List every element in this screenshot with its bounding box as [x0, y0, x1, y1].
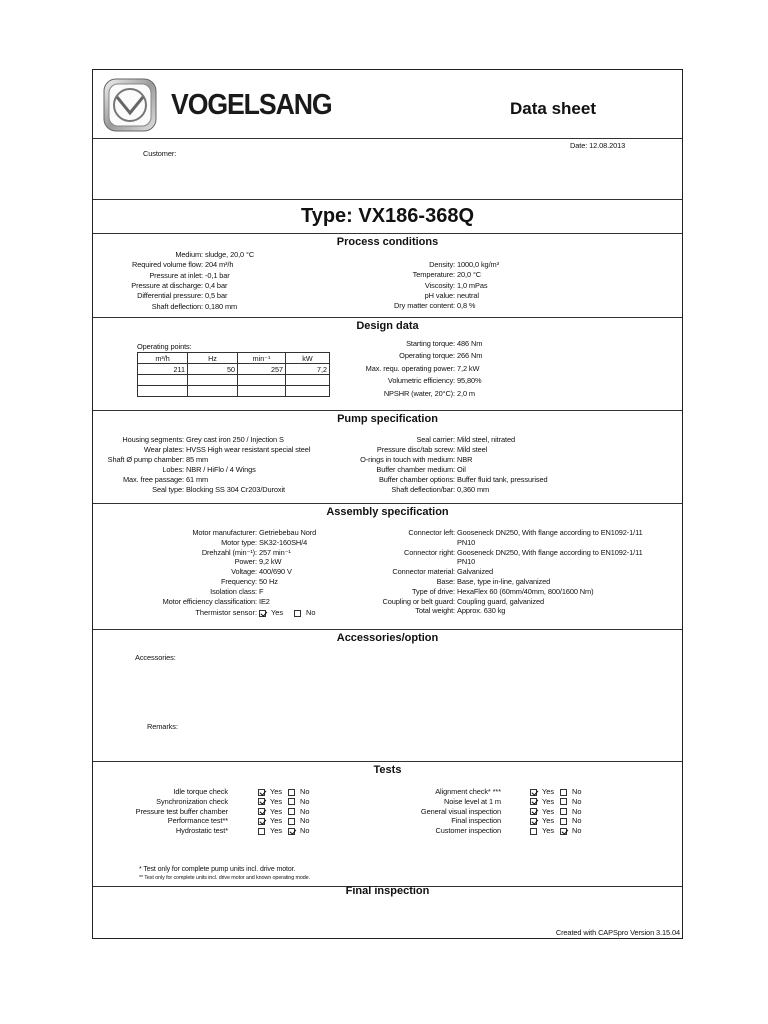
yes-checkbox[interactable]	[258, 789, 265, 796]
created-with-label: Created with CAPSpro Version 3.15.04	[555, 928, 680, 937]
field-value: 400/690 V	[259, 567, 292, 577]
test-label: Customer inspection	[435, 826, 501, 836]
tests-title: Tests	[373, 764, 402, 776]
field-label: Housing segments:	[122, 435, 184, 444]
test-note-1: * Test only for complete pump units incl. drive motor.	[139, 866, 296, 873]
process-title: Process conditions	[336, 236, 439, 248]
field-value: 266 Nm	[457, 351, 483, 361]
field-label: Coupling or belt guard:	[382, 596, 455, 606]
accessories-section	[93, 630, 682, 762]
field-value: Mild steel, nitrated	[457, 435, 515, 444]
yes-label: Yes	[542, 816, 555, 826]
field-label: O-rings in touch with medium:	[360, 455, 455, 464]
test-options	[530, 816, 581, 826]
test-label: Synchronization check	[156, 796, 228, 806]
field-label: Max. free passage:	[122, 475, 184, 484]
yes-label: Yes	[542, 787, 555, 796]
field-value: Blocking SS 304 Cr203/Duroxit	[186, 485, 285, 494]
field-label: Pressure disc/tab screw:	[376, 445, 455, 454]
field-value: 0,8 %	[457, 301, 476, 311]
field-label: Seal carrier:	[416, 435, 455, 444]
field-value: 9,2 kW	[259, 557, 282, 567]
yes-label: Yes	[270, 826, 283, 836]
no-label: No	[300, 826, 310, 836]
yes-label: Yes	[270, 787, 283, 796]
table-header: min⁻¹	[238, 353, 286, 364]
type-heading: Type: VX186-368Q	[300, 205, 475, 227]
test-label: General visual inspection	[420, 806, 501, 816]
field-label: Starting torque:	[406, 339, 455, 348]
field-label: Medium:	[175, 250, 203, 259]
field-label: pH value:	[424, 290, 455, 300]
field-label: Voltage:	[231, 567, 257, 577]
field-value: sludge, 20,0 °C	[205, 250, 255, 259]
customer-section	[93, 139, 682, 200]
no-label: No	[572, 796, 582, 806]
field-value: Coupling guard, galvanized	[457, 596, 544, 606]
field-label: Wear plates:	[143, 445, 184, 454]
test-options	[530, 807, 581, 817]
test-label: Noise level at 1 m	[444, 796, 501, 806]
test-label: Idle torque check	[173, 787, 228, 796]
field-label: Viscosity:	[424, 280, 455, 290]
field-value-continued: PN10	[457, 557, 476, 567]
no-checkbox[interactable]	[560, 808, 567, 815]
no-label: No	[300, 816, 310, 826]
field-label: Temperature:	[412, 270, 455, 280]
field-label: Base:	[436, 577, 455, 586]
test-options	[530, 797, 581, 807]
assembly-title: Assembly specification	[326, 506, 449, 518]
field-value: Approx. 630 kg	[457, 606, 506, 616]
table-cell[interactable]: 7,2	[286, 364, 330, 375]
customer-label: Customer:	[143, 149, 177, 158]
field-value: 95,80%	[457, 376, 482, 386]
field-value: 1,0 mPas	[457, 280, 488, 290]
test-options	[530, 787, 581, 797]
data-sheet	[92, 69, 683, 939]
field-label: Volumetric efficiency:	[387, 376, 455, 386]
field-label: Power:	[234, 557, 257, 567]
yes-label: Yes	[271, 608, 284, 617]
field-label: Shaft deflection:	[151, 301, 203, 311]
field-value: Oil	[457, 465, 466, 474]
pump-title: Pump specification	[337, 413, 438, 425]
no-label: No	[300, 787, 310, 796]
field-value: Gooseneck DN250, With flange according to EN1092-1/11	[457, 547, 643, 557]
no-label: No	[306, 608, 316, 617]
field-value: 0,4 bar	[205, 280, 228, 290]
field-value: Grey cast iron 250 / Injection S	[186, 435, 284, 444]
field-label: Operating torque:	[399, 351, 455, 361]
field-label: Density:	[429, 260, 455, 269]
field-value: Getriebebau Nord	[259, 528, 317, 537]
no-checkbox[interactable]	[288, 828, 295, 835]
date-label: Date: 12.08.2013	[570, 141, 626, 150]
field-value: 486 Nm	[457, 339, 483, 348]
field-value: 61 mm	[186, 475, 209, 484]
field-label: Drehzahl (min⁻¹):	[201, 547, 257, 557]
no-checkbox[interactable]	[288, 818, 295, 825]
page-title: Data sheet	[510, 99, 596, 118]
yes-checkbox[interactable]	[530, 798, 537, 805]
brand-name: VOGELSANG	[171, 89, 332, 121]
field-value: 50 Hz	[259, 577, 278, 586]
yes-checkbox[interactable]	[258, 828, 265, 835]
test-label: Performance test**	[167, 816, 228, 826]
field-label: Type of drive:	[412, 586, 455, 596]
field-value: -0,1 bar	[205, 270, 230, 280]
field-value: IE2	[259, 596, 270, 606]
field-label: Total weight:	[415, 606, 455, 616]
table-cell[interactable]: 257	[238, 364, 286, 375]
assembly-section	[93, 504, 682, 630]
table-cell[interactable]	[138, 375, 188, 386]
test-label: Final inspection	[451, 816, 501, 826]
field-value: Gooseneck DN250, With flange according to EN1092-1/11	[457, 528, 643, 537]
yes-checkbox[interactable]	[258, 818, 265, 825]
field-value: HVSS High wear resistant special steel	[186, 445, 311, 454]
field-label: Lobes:	[162, 465, 184, 474]
field-label: Pressure at inlet:	[149, 270, 203, 280]
field-value: 0,5 bar	[205, 291, 228, 301]
process-section	[93, 234, 682, 318]
field-value: NBR / HiFlo / 4 Wings	[186, 465, 256, 474]
test-label: Hydrostatic test*	[175, 826, 228, 836]
no-label: No	[572, 787, 582, 796]
final-title: Final inspection	[345, 885, 430, 897]
design-title: Design data	[356, 320, 419, 332]
table-cell[interactable]	[138, 386, 188, 397]
tests-section	[93, 762, 682, 887]
field-label: Required volume flow:	[131, 260, 203, 270]
yes-label: Yes	[542, 826, 555, 836]
yes-checkbox[interactable]	[530, 808, 537, 815]
no-checkbox[interactable]	[560, 789, 567, 796]
field-value: SK32-160SH/4	[259, 537, 308, 547]
field-value: 257 min⁻¹	[259, 547, 291, 557]
field-label: Motor efficiency classification:	[162, 596, 257, 606]
thermistor-row	[113, 608, 316, 618]
field-label: Differential pressure:	[137, 291, 203, 301]
no-checkbox[interactable]	[560, 828, 567, 835]
test-label: Pressure test buffer chamber	[135, 806, 228, 816]
yes-checkbox[interactable]	[258, 798, 265, 805]
field-label: Connector left:	[408, 528, 455, 537]
field-value: 1000,0 kg/m³	[457, 260, 499, 269]
yes-label: Yes	[542, 806, 555, 816]
table-cell[interactable]	[188, 386, 238, 397]
table-header: kW	[286, 353, 330, 364]
field-label: Shaft Ø pump chamber:	[107, 455, 184, 464]
accessories-label: Accessories:	[135, 653, 176, 662]
yes-label: Yes	[270, 796, 283, 806]
accessories-title: Accessories/option	[336, 632, 439, 644]
no-checkbox[interactable]	[560, 818, 567, 825]
field-value: 7,2 kW	[457, 363, 480, 373]
test-note-2: ** Test only for complete units incl. drive motor and known operating mode.	[139, 875, 310, 881]
no-checkbox[interactable]	[288, 808, 295, 815]
field-label: Motor manufacturer:	[192, 528, 257, 537]
yes-label: Yes	[542, 796, 555, 806]
field-value: 2,0 m	[457, 388, 475, 398]
no-label: No	[300, 796, 310, 806]
field-label: Motor type:	[221, 537, 257, 547]
no-label: No	[572, 816, 582, 826]
no-checkbox[interactable]	[288, 789, 295, 796]
header-section	[93, 70, 682, 139]
operating-points-label: Operating points:	[137, 342, 192, 351]
field-value: F	[259, 586, 264, 596]
table-cell[interactable]: 50	[188, 364, 238, 375]
field-label: Seal type:	[152, 485, 184, 494]
yes-label: Yes	[270, 806, 283, 816]
field-label: Pressure at discharge:	[131, 280, 203, 290]
field-label: Buffer chamber medium:	[376, 465, 455, 474]
field-label: Max. requ. operating power:	[365, 363, 455, 373]
yes-checkbox[interactable]	[530, 789, 537, 796]
field-value: Buffer fluid tank, pressurised	[457, 475, 548, 484]
field-value: neutral	[457, 290, 479, 300]
table-header: Hz	[188, 353, 238, 364]
design-section	[93, 318, 682, 411]
no-checkbox[interactable]	[288, 798, 295, 805]
field-value: Base, type in-line, galvanized	[457, 577, 551, 586]
field-value-continued: PN10	[457, 537, 476, 547]
type-section	[93, 200, 682, 234]
field-value: Galvanized	[457, 567, 493, 577]
final-section	[93, 887, 682, 939]
pump-section	[93, 411, 682, 504]
field-label: Shaft deflection/bar:	[391, 485, 455, 494]
field-value: NBR	[457, 455, 473, 464]
no-label: No	[572, 826, 582, 836]
field-label: Frequency:	[221, 577, 257, 586]
field-value: Mild steel	[457, 445, 488, 454]
remarks-label: Remarks:	[147, 722, 178, 731]
test-options	[530, 826, 581, 836]
yes-checkbox[interactable]	[258, 808, 265, 815]
table-header: m³/h	[138, 353, 188, 364]
yes-label: Yes	[270, 816, 283, 826]
no-label: No	[572, 806, 582, 816]
field-value: 20,0 °C	[457, 270, 482, 280]
field-value: 204 m³/h	[205, 260, 234, 270]
field-value: 85 mm	[186, 455, 209, 464]
thermistor-label: Thermistor sensor:	[195, 608, 257, 617]
no-label: No	[300, 806, 310, 816]
yes-checkbox[interactable]	[530, 828, 537, 835]
field-label: Connector right:	[404, 547, 455, 557]
no-checkbox[interactable]	[560, 798, 567, 805]
field-label: Dry matter content:	[394, 301, 455, 311]
field-label: Isolation class:	[210, 586, 257, 596]
field-label: Buffer chamber options:	[378, 475, 455, 484]
field-value: 0,360 mm	[457, 485, 490, 494]
table-cell[interactable]	[188, 375, 238, 386]
field-value: HexaFlex 60 (60mm/40mm, 800/1600 Nm)	[457, 586, 594, 596]
test-label: Alignment check* ***	[435, 787, 501, 796]
field-value: 0,180 mm	[205, 301, 238, 311]
table-cell[interactable]: 211	[138, 364, 188, 375]
field-label: Connector material:	[392, 567, 455, 577]
field-label: NPSHR (water, 20°C):	[383, 388, 455, 398]
yes-checkbox[interactable]	[530, 818, 537, 825]
vogelsang-logo-icon	[103, 78, 157, 132]
